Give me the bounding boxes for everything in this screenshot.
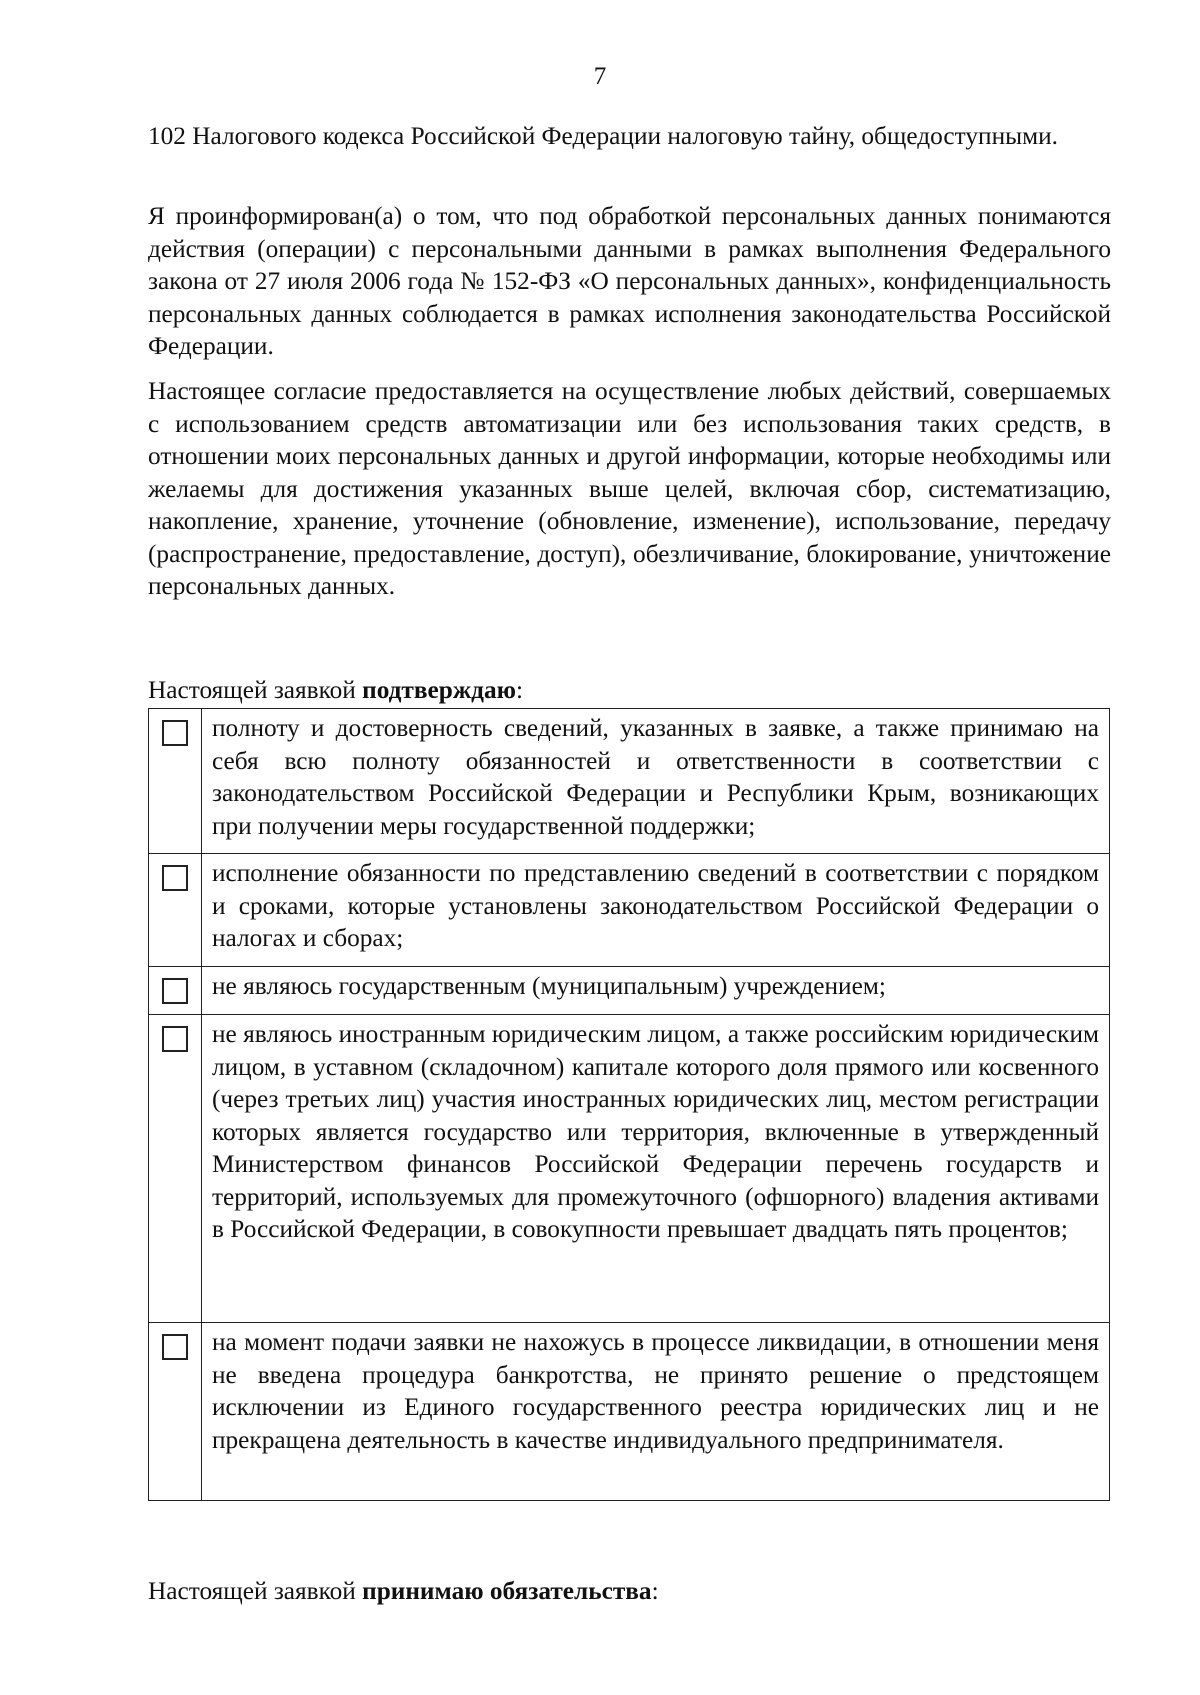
obligations-intro-colon: : xyxy=(651,1577,659,1605)
obligations-intro-text: Настоящей заявкой xyxy=(148,1577,363,1605)
checkbox-not-state-institution[interactable] xyxy=(162,978,188,1004)
checkbox-cell xyxy=(149,1015,202,1323)
obligations-intro-bold: принимаю обязательства xyxy=(362,1577,652,1605)
paragraph-tax-secrecy: 102 Налогового кодекса Российской Федерации налоговую тайну, общедоступными. xyxy=(148,122,1058,150)
checkbox-cell xyxy=(149,709,202,854)
confirm-intro-bold: подтверждаю xyxy=(362,676,516,704)
checklist-row xyxy=(149,967,1110,1015)
checklist-item-text: исполнение обязанности по представлению сведений в соответствии с порядком и сроками, которые установлены законодательством Российской Федерации о налогах и сборах; xyxy=(202,854,1110,967)
confirm-section-intro xyxy=(148,674,523,706)
checklist-item-text: полноту и достоверность сведений, указанных в заявке, а также принимаю на себя всю полноту обязанностей и ответственности в соответствии с законодательством Российской Федерации и Республики Крым, возникающих при получении меры государственной поддержки; xyxy=(202,709,1110,854)
checkbox-cell xyxy=(149,854,202,967)
paragraph-consent-scope: Настоящее согласие предоставляется на осуществление любых действий, совершаемых с использованием средств автоматизации или без использования таких средств, в отношении моих персональных данных и другой информации, которые необходимы или желаемы для достижения указанных выше целей, включая сбор, систематизацию, накопление, хранение, уточнение (обновление, изменение), использование, передачу (распространение, предоставление, доступ), обезличивание, блокирование, уничтожение персональных данных. xyxy=(148,377,1111,600)
checklist-row xyxy=(149,709,1110,854)
checklist-item-text: не являюсь иностранным юридическим лицом, а также российским юридическим лицом, в уставном (складочном) капитале которого доля прямого или косвенного (через третьих лиц) участия иностранных юридических лиц, местом регистрации которых является государство или территория, включенные в утвержденный Министерством финансов Российской Федерации перечень государств и территорий, используемых для промежуточного (офшорного) владения активами в Российской Федерации, в совокупности превышает двадцать пять процентов; xyxy=(202,1015,1110,1323)
confirm-intro-text: Настоящей заявкой xyxy=(148,676,363,704)
confirm-intro-colon: : xyxy=(515,676,523,704)
checkbox-not-liquidation[interactable] xyxy=(162,1334,188,1360)
checkbox-not-foreign-entity[interactable] xyxy=(162,1026,188,1052)
checkbox-tax-reporting[interactable] xyxy=(162,865,188,891)
checkbox-cell xyxy=(149,1323,202,1501)
checklist-row xyxy=(149,854,1110,967)
checkbox-completeness[interactable] xyxy=(162,720,188,746)
checklist-item-text: на момент подачи заявки не нахожусь в процессе ликвидации, в отношении меня не введена процедура банкротства, не принято решение о предстоящем исключении из Единого государственного реестра юридических лиц и не прекращена деятельность в качестве индивидуального предпринимателя. xyxy=(202,1323,1110,1501)
page-number: 7 xyxy=(593,63,607,90)
checklist-row xyxy=(149,1015,1110,1323)
obligations-section-intro xyxy=(148,1575,659,1607)
checklist-item-text: не являюсь государственным (муниципальным) учреждением; xyxy=(202,967,1110,1015)
checklist-row xyxy=(149,1323,1110,1501)
checkbox-cell xyxy=(149,967,202,1015)
paragraph-personal-data-notice: Я проинформирован(а) о том, что под обработкой персональных данных понимаются действия (операции) с персональными данными в рамках выполнения Федерального закона от 27 июля 2006 года № 152-ФЗ «О персональных данных», конфиденциальность персональных данных соблюдается в рамках исполнения законодательства Российской Федерации. xyxy=(148,202,1111,360)
confirmation-checklist xyxy=(148,708,1110,1501)
